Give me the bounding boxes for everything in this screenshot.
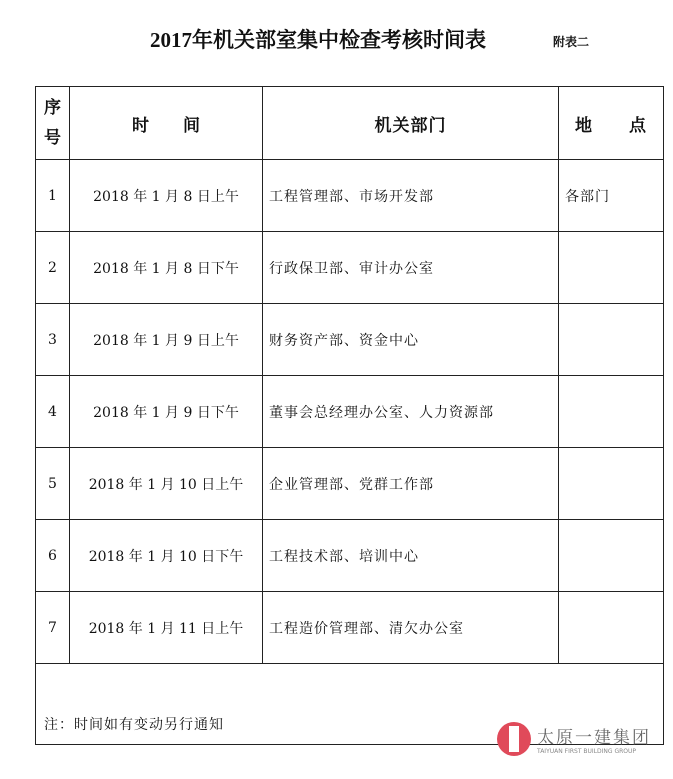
header-place: 地 点: [559, 87, 664, 160]
logo-en: TAIYUAN FIRST BUILDING GROUP: [537, 748, 637, 755]
annex-label: 附表二: [553, 35, 590, 49]
document-title: 2017年机关部室集中检查考核时间表: [150, 28, 486, 52]
cell-no: 7: [36, 592, 70, 664]
table-row: [36, 304, 664, 376]
cell-no: 2: [36, 232, 70, 304]
cell-time: 2018 年 1 月 9 日下午: [70, 376, 263, 448]
table-row: [36, 232, 664, 304]
cell-dept: 行政保卫部、审计办公室: [263, 232, 559, 304]
cell-place: [559, 592, 664, 664]
cell-no: 3: [36, 304, 70, 376]
cell-no: 1: [36, 160, 70, 232]
cell-dept: 工程造价管理部、清欠办公室: [263, 592, 559, 664]
cell-place: [559, 448, 664, 520]
cell-dept: 企业管理部、党群工作部: [263, 448, 559, 520]
cell-time: 2018 年 1 月 9 日上午: [70, 304, 263, 376]
cell-dept: 工程技术部、培训中心: [263, 520, 559, 592]
schedule-table: [35, 86, 664, 745]
note-text: 注：时间如有变动另行通知: [36, 664, 664, 745]
cell-dept: 财务资产部、资金中心: [263, 304, 559, 376]
table-row: [36, 376, 664, 448]
cell-place: [559, 304, 664, 376]
cell-place: 各部门: [559, 160, 664, 232]
header-no: 序号: [36, 87, 70, 160]
cell-time: 2018 年 1 月 10 日下午: [70, 520, 263, 592]
cell-time: 2018 年 1 月 10 日上午: [70, 448, 263, 520]
logo-icon: [497, 722, 531, 756]
cell-place: [559, 232, 664, 304]
cell-place: [559, 520, 664, 592]
cell-place: [559, 376, 664, 448]
cell-time: 2018 年 1 月 11 日上午: [70, 592, 263, 664]
company-logo: [497, 722, 651, 756]
header-time: 时 间: [70, 87, 263, 160]
table-row: [36, 520, 664, 592]
cell-no: 6: [36, 520, 70, 592]
table-header-row: [36, 87, 664, 160]
cell-no: 5: [36, 448, 70, 520]
cell-dept: 工程管理部、市场开发部: [263, 160, 559, 232]
cell-time: 2018 年 1 月 8 日上午: [70, 160, 263, 232]
table-row: [36, 592, 664, 664]
table-row: [36, 448, 664, 520]
logo-cn: 太原一建集团: [537, 728, 651, 748]
header-dept: 机关部门: [263, 87, 559, 160]
cell-time: 2018 年 1 月 8 日下午: [70, 232, 263, 304]
cell-no: 4: [36, 376, 70, 448]
table-row: [36, 160, 664, 232]
cell-dept: 董事会总经理办公室、人力资源部: [263, 376, 559, 448]
